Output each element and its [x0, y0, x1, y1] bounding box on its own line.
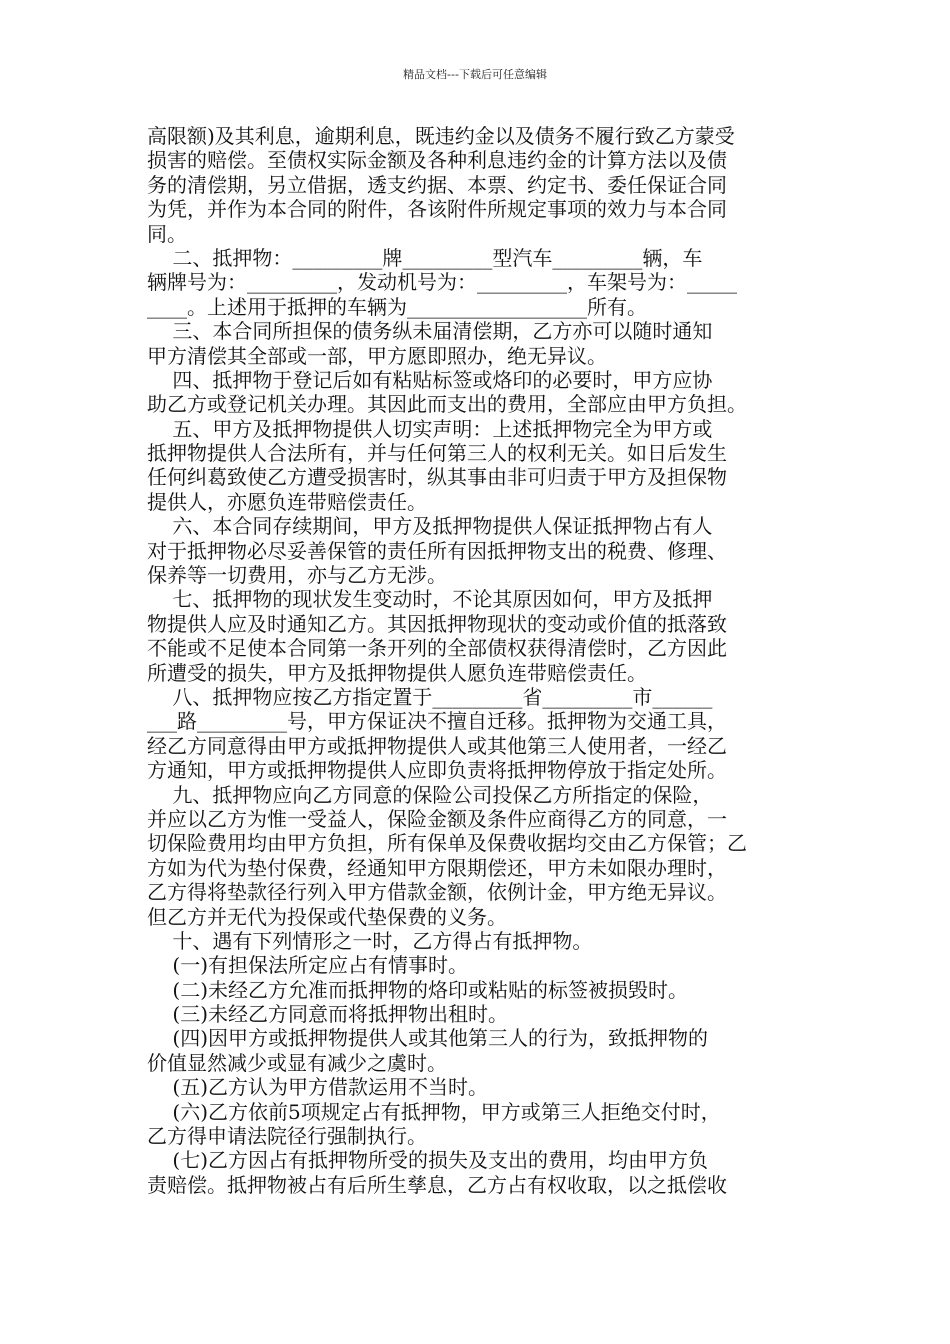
text-line: 七、抵押物的现状发生变动时，不论其原因如何，甲方及抵押: [147, 587, 713, 612]
text-line: (六)乙方依前5项规定占有抵押物，甲方或第三人拒绝交付时，: [147, 1099, 721, 1124]
text-line: 保养等一切费用，亦与乙方无涉。: [147, 563, 447, 588]
text-line: 物提供人应及时通知乙方。其因抵押物现状的变动或价值的抵落致: [147, 611, 727, 636]
text-line: 为凭，并作为本合同的附件，各该附件所规定事项的效力与本合同: [147, 197, 727, 222]
text-line: (四)因甲方或抵押物提供人或其他第三人的行为，致抵押物的: [147, 1026, 709, 1051]
text-line: (二)未经乙方允准而抵押物的烙印或粘贴的标签被损毁时。: [147, 977, 689, 1002]
text-line: 方如为代为垫付保费，经通知甲方限期偿还，甲方未如限办理时，: [147, 855, 727, 880]
text-line: ___路_________号，甲方保证决不擅自迁移。抵押物为交通工具，: [147, 709, 727, 734]
text-line: 十、遇有下列情形之一时，乙方得占有抵押物。: [147, 928, 593, 953]
text-line: 九、抵押物应向乙方同意的保险公司投保乙方所指定的保险，: [147, 782, 713, 807]
text-line: 经乙方同意得由甲方或抵押物提供人或其他第三人使用者，一经乙: [147, 733, 727, 758]
text-line: 六、本合同存续期间，甲方及抵押物提供人保证抵押物占有人: [147, 514, 713, 539]
text-line: 五、甲方及抵押物提供人切实声明：上述抵押物完全为甲方或: [147, 416, 713, 441]
text-line: (五)乙方认为甲方借款运用不当时。: [147, 1075, 489, 1100]
text-line: 并应以乙方为惟一受益人，保险金额及条件应商得乙方的同意，一: [147, 806, 727, 831]
text-line: (七)乙方因占有抵押物所受的损失及支出的费用，均由甲方负: [147, 1148, 709, 1173]
text-line: 务的清偿期，另立借据，透支约据、本票、约定书、委任保证合同: [147, 172, 727, 197]
text-line: 同。: [147, 221, 187, 246]
text-line: 所遭受的损失，甲方及抵押物提供人愿负连带赔偿责任。: [147, 660, 647, 685]
text-line: 任何纠葛致使乙方遭受损害时，纵其事由非可归责于甲方及担保物: [147, 465, 727, 490]
text-line: 损害的赔偿。至债权实际金额及各种利息违约金的计算方法以及债: [147, 148, 727, 173]
text-line: 乙方得将垫款径行列入甲方借款金额，依例计金，甲方绝无异议。: [147, 880, 727, 905]
text-line: 甲方清偿其全部或一部，甲方愿即照办，绝无异议。: [147, 343, 607, 368]
text-line: 方通知，甲方或抵押物提供人应即负责将抵押物停放于指定处所。: [147, 758, 727, 783]
text-line: 助乙方或登记机关办理。其因此而支出的费用，全部应由甲方负担。: [147, 392, 747, 417]
text-line: 切保险费用均由甲方负担，所有保单及保费收据均交由乙方保管；乙: [147, 831, 747, 856]
text-line: 责赔偿。抵押物被占有后所生孳息，乙方占有权收取，以之抵偿收: [147, 1172, 727, 1197]
text-line: 但乙方并无代为投保或代垫保费的义务。: [147, 904, 507, 929]
text-line: 二、抵押物：_________牌_________型汽车_________辆，车: [147, 245, 703, 270]
text-line: 乙方得申请法院径行强制执行。: [147, 1124, 427, 1149]
text-line: 抵押物提供人合法所有，并与任何第三人的权利无关。如日后发生: [147, 441, 727, 466]
text-line: 提供人，亦愿负连带赔偿责任。: [147, 489, 427, 514]
text-line: 对于抵押物必尽妥善保管的责任所有因抵押物支出的税费、修理、: [147, 538, 727, 563]
text-line: ____。上述用于抵押的车辆为__________________所有。: [147, 294, 647, 319]
text-line: 八、抵押物应按乙方指定置于_________省_________市______: [147, 684, 713, 709]
text-line: 不能或不足使本合同第一条开列的全部债权获得清偿时，乙方因此: [147, 636, 727, 661]
text-line: (一)有担保法所定应占有情事时。: [147, 953, 469, 978]
contract-body: [147, 124, 827, 1197]
text-line: (三)未经乙方同意而将抵押物出租时。: [147, 1002, 509, 1027]
text-line: 四、抵押物于登记后如有粘贴标签或烙印的必要时，甲方应协: [147, 367, 713, 392]
text-line: 高限额)及其利息，逾期利息，既违约金以及债务不履行致乙方蒙受: [147, 124, 735, 148]
text-line: 三、本合同所担保的债务纵未届清偿期，乙方亦可以随时通知: [147, 319, 713, 344]
text-line: 辆牌号为：_________，发动机号为：_________，车架号为：_____: [147, 270, 737, 295]
text-line: 价值显然减少或显有减少之虞时。: [147, 1050, 447, 1075]
page-header: 精品文档---下载后可任意编辑: [403, 68, 547, 81]
